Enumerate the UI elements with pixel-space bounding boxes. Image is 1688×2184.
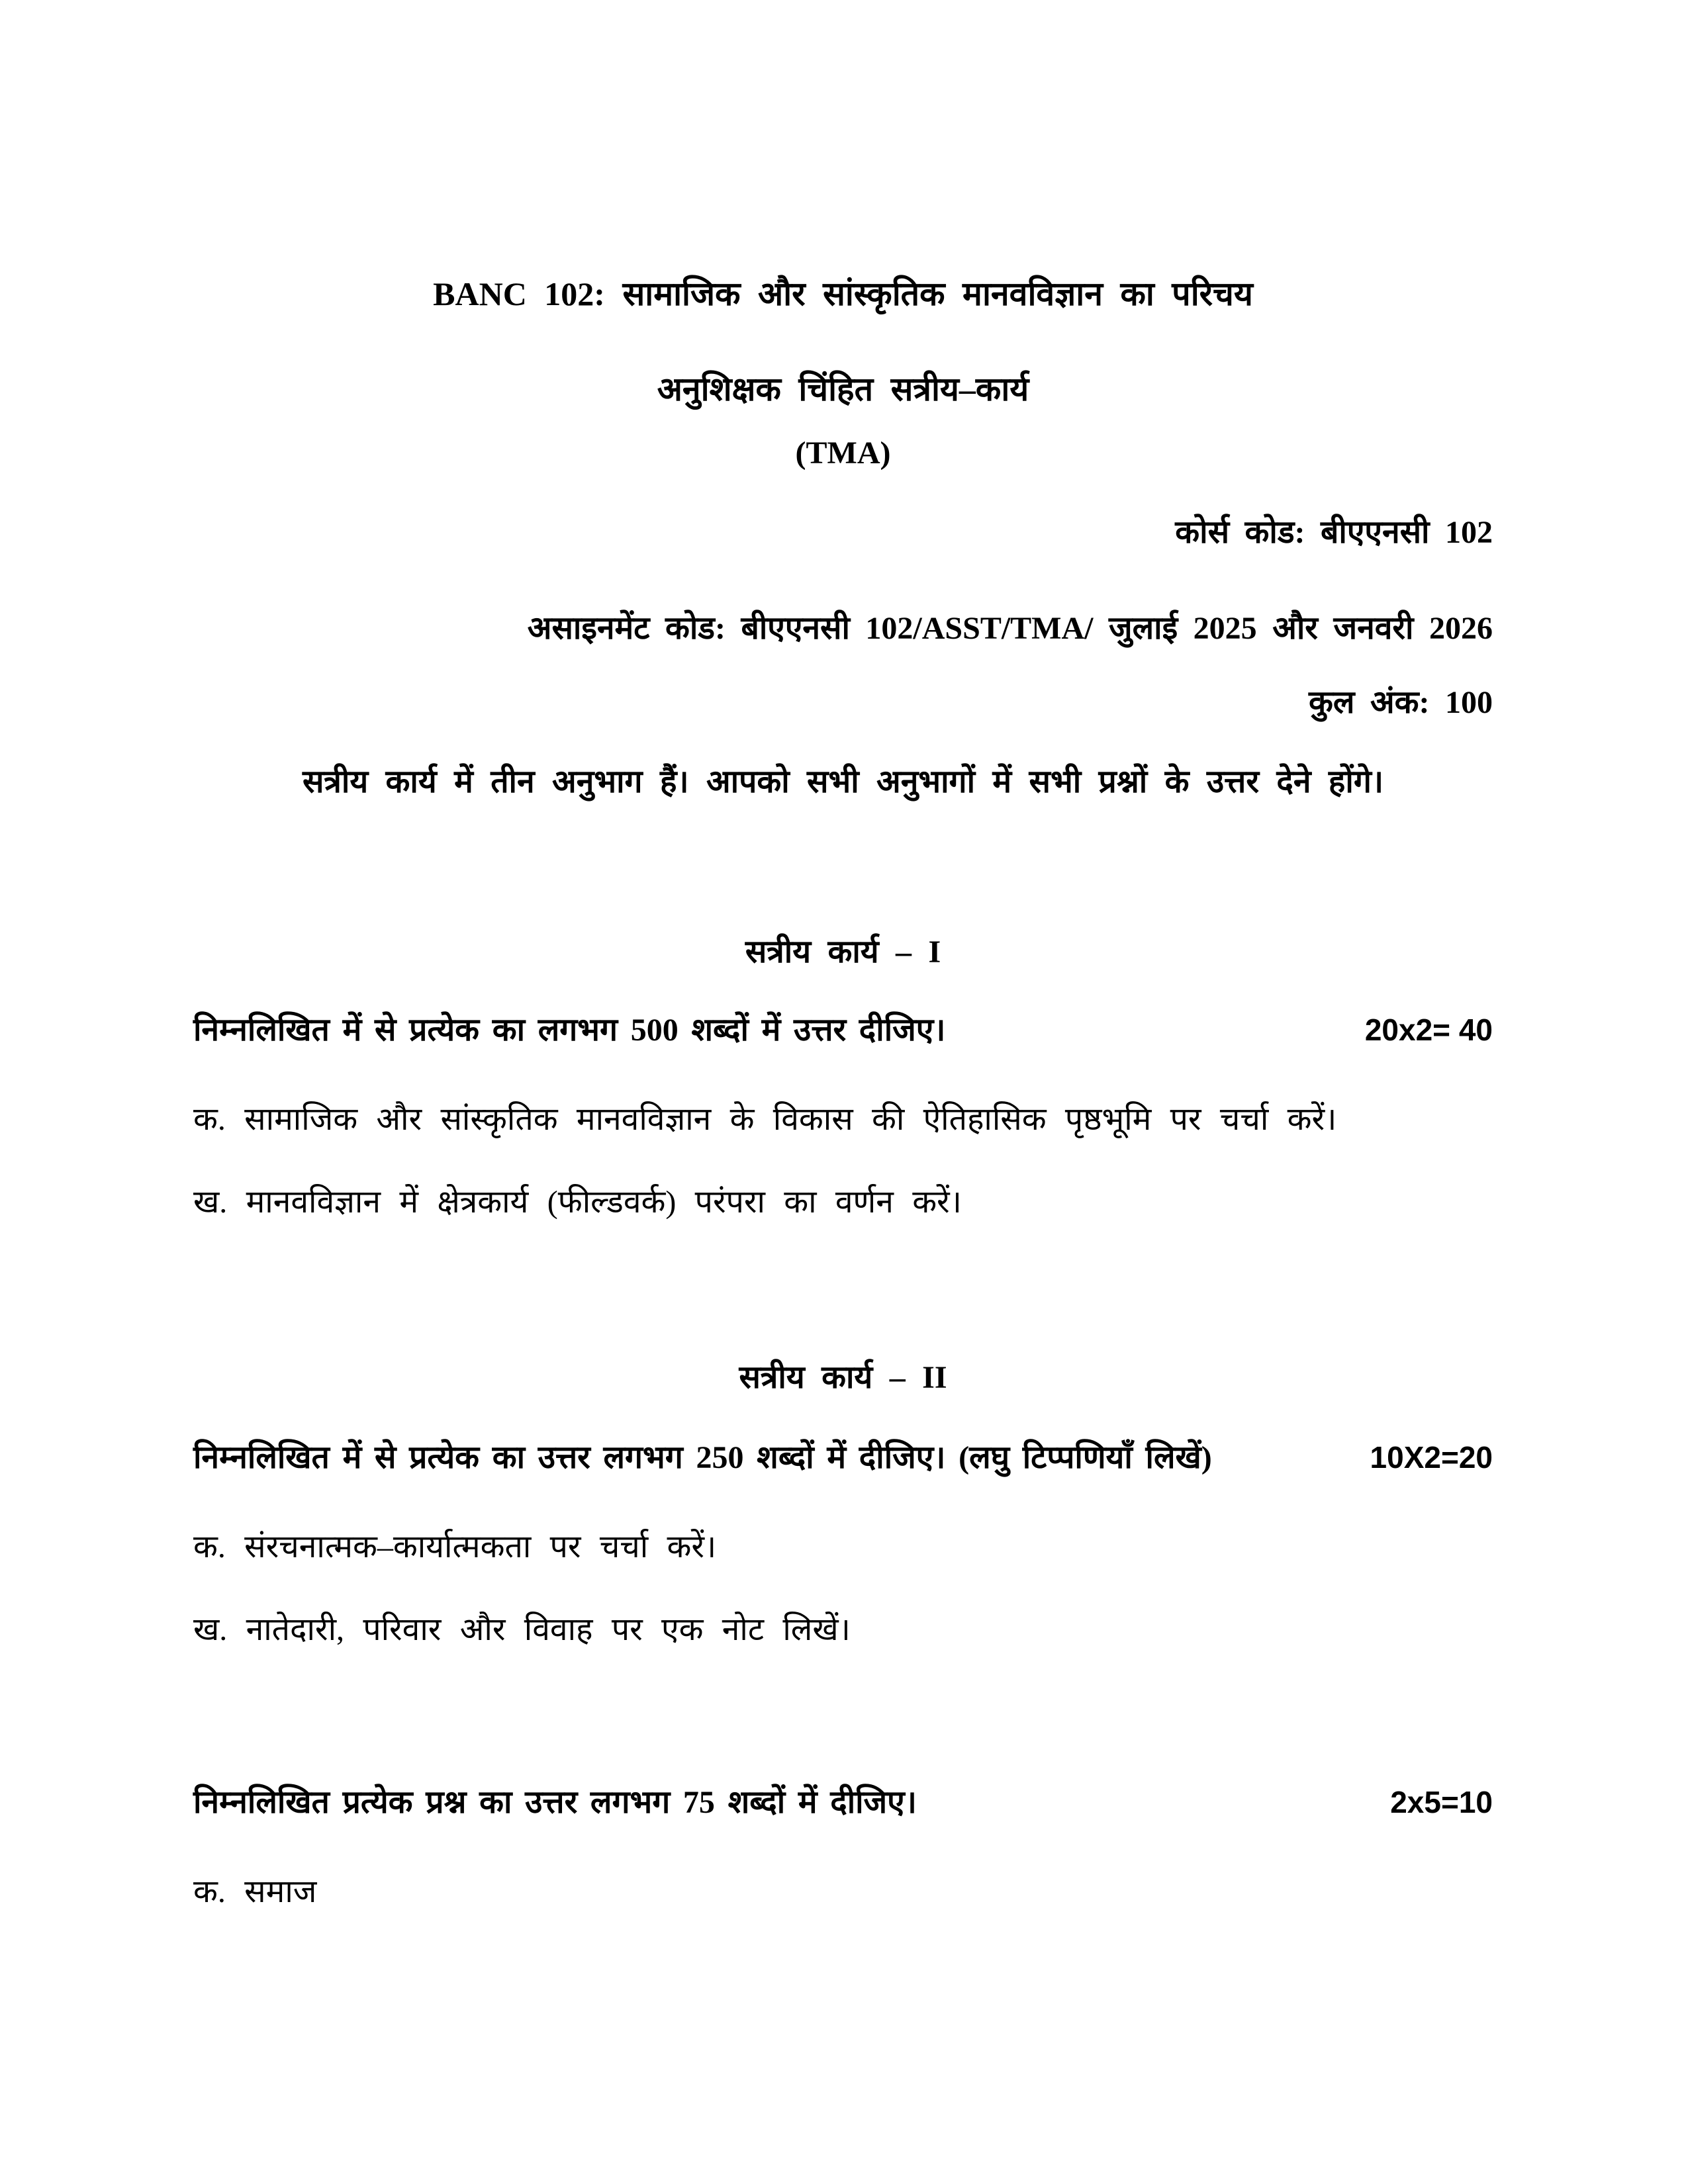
section-3-instruction: निम्नलिखित प्रत्येक प्रश्न का उत्तर लगभग 75 शब्दों में दीजिए। — [193, 1785, 917, 1820]
section-3-instruction-row — [193, 1778, 1493, 1827]
question: क. संरचनात्मक–कार्यात्मकता पर चर्चा करें। — [193, 1529, 717, 1565]
section-assignment-1 — [193, 929, 1493, 1226]
question: ख. मानवविज्ञान में क्षेत्रकार्य (फील्डवर्क) परंपरा का वर्णन करें। — [193, 1185, 962, 1220]
question: क. समाज — [193, 1874, 317, 1909]
section-1-marks: 20x2= 40 — [1364, 1013, 1493, 1047]
question: क. सामाजिक और सांस्कृतिक मानवविज्ञान के विकास की ऐतिहासिक पृष्ठभूमि पर चर्चा करें। — [193, 1102, 1337, 1137]
section-2-marks: 10X2=20 — [1370, 1440, 1493, 1475]
section-2-instruction-row — [193, 1433, 1493, 1482]
document-title: BANC 102: सामाजिक और सांस्कृतिक मानवविज्ञान का परिचय — [433, 275, 1253, 312]
section-1-heading: सत्रीय कार्य – I — [745, 934, 941, 970]
section-1-instruction: निम्नलिखित में से प्रत्येक का लगभग 500 शब्दों में उत्तर दीजिए। — [193, 1013, 946, 1048]
section-assignment-3 — [193, 1778, 1493, 1916]
general-note: सत्रीय कार्य में तीन अनुभाग हैं। आपको सभी अनुभागों में सभी प्रश्नों के उत्तर देने होंगे। — [302, 764, 1384, 799]
question: ख. नातेदारी, परिवार और विवाह पर एक नोट लिखें। — [193, 1612, 851, 1647]
tma-label: (TMA) — [795, 435, 891, 471]
section-2-instruction: निम्नलिखित में से प्रत्येक का उत्तर लगभग 250 शब्दों में दीजिए। (लघु टिप्पणियाँ लिखें) — [193, 1440, 1212, 1475]
section-2-heading: सत्रीय कार्य – II — [739, 1360, 947, 1395]
course-code-line: कोर्स कोड: बीएएनसी 102 — [1175, 515, 1493, 550]
section-3-marks: 2x5=10 — [1390, 1785, 1493, 1819]
section-assignment-2 — [193, 1354, 1493, 1654]
assignment-code-line: असाइनमेंट कोड: बीएएनसी 102/ASST/TMA/ जुलाई 2025 और जनवरी 2026 — [527, 611, 1493, 646]
section-1-instruction-row — [193, 1006, 1493, 1054]
total-marks-line: कुल अंक: 100 — [1309, 685, 1493, 720]
document-subtitle: अनुशिक्षक चिंहित सत्रीय–कार्य — [657, 371, 1029, 408]
